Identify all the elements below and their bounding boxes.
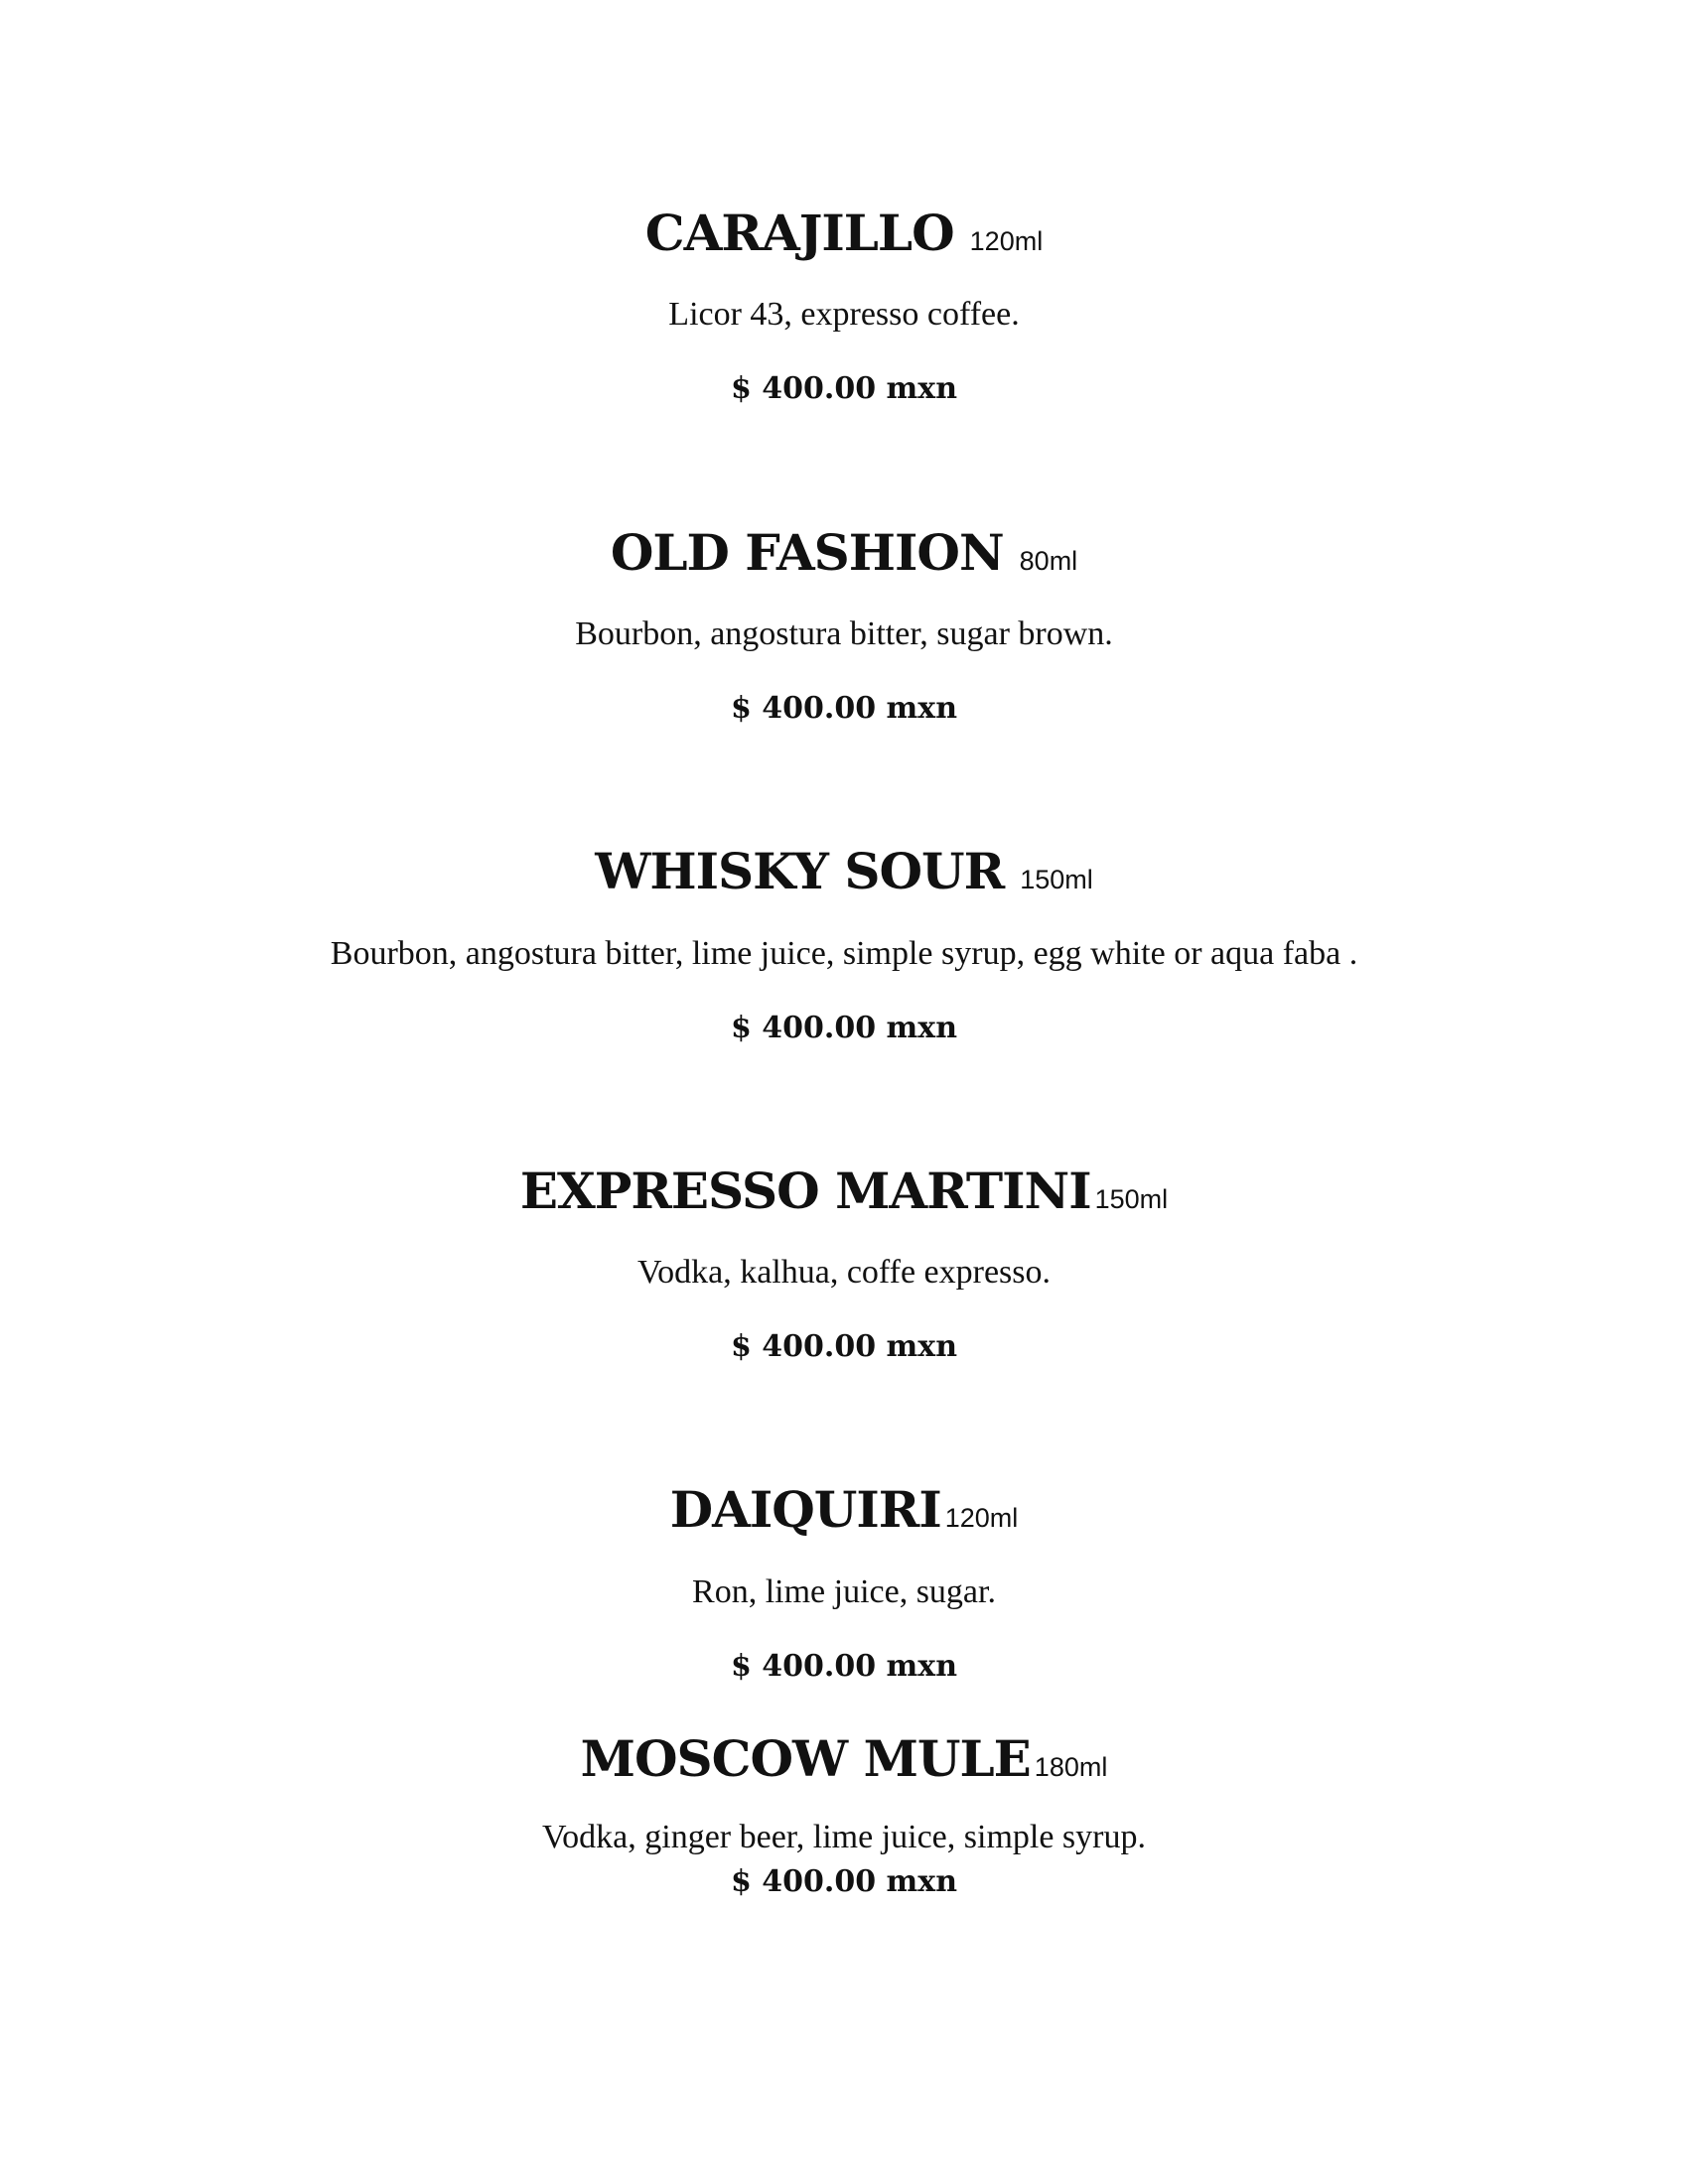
item-description: Ron, lime juice, sugar. xyxy=(692,1573,996,1610)
item-name: WHISKY SOUR xyxy=(595,842,1005,900)
item-volume: 120ml xyxy=(944,1503,1019,1533)
item-volume: 180ml xyxy=(1034,1752,1108,1782)
menu-item-title xyxy=(0,1729,1688,1788)
item-price: $ 400.00 mxn xyxy=(730,1011,958,1045)
item-price: $ 400.00 mxn xyxy=(730,691,958,726)
item-volume: 150ml xyxy=(1020,865,1093,894)
item-price: $ 400.00 mxn xyxy=(730,1864,958,1899)
item-volume: 120ml xyxy=(969,226,1044,256)
item-name: DAIQUIRI xyxy=(669,1480,941,1539)
item-price: $ 400.00 mxn xyxy=(730,1649,958,1684)
menu-item-title xyxy=(0,842,1688,900)
menu-item-title xyxy=(0,204,1688,262)
item-name: OLD FASHION xyxy=(610,523,1004,582)
item-description: Bourbon, angostura bitter, lime juice, simple syrup, egg white or aqua faba . xyxy=(330,935,1358,972)
item-volume: 150ml xyxy=(1094,1184,1169,1214)
item-name: CARAJILLO xyxy=(644,204,954,262)
item-name: EXPRESSO MARTINI xyxy=(519,1161,1091,1220)
item-description: Vodka, ginger beer, lime juice, simple syrup. xyxy=(542,1819,1146,1855)
item-description: Licor 43, expresso coffee. xyxy=(668,296,1020,333)
item-description: Vodka, kalhua, coffe expresso. xyxy=(636,1254,1052,1291)
menu-item-title xyxy=(0,523,1688,582)
item-volume: 80ml xyxy=(1019,546,1078,576)
item-price: $ 400.00 mxn xyxy=(730,1329,958,1364)
item-name: MOSCOW MULE xyxy=(580,1729,1031,1788)
item-description: Bourbon, angostura bitter, sugar brown. xyxy=(575,615,1113,652)
item-price: $ 400.00 mxn xyxy=(730,371,958,406)
menu-item-title xyxy=(0,1161,1688,1220)
menu-item-title xyxy=(0,1480,1688,1539)
